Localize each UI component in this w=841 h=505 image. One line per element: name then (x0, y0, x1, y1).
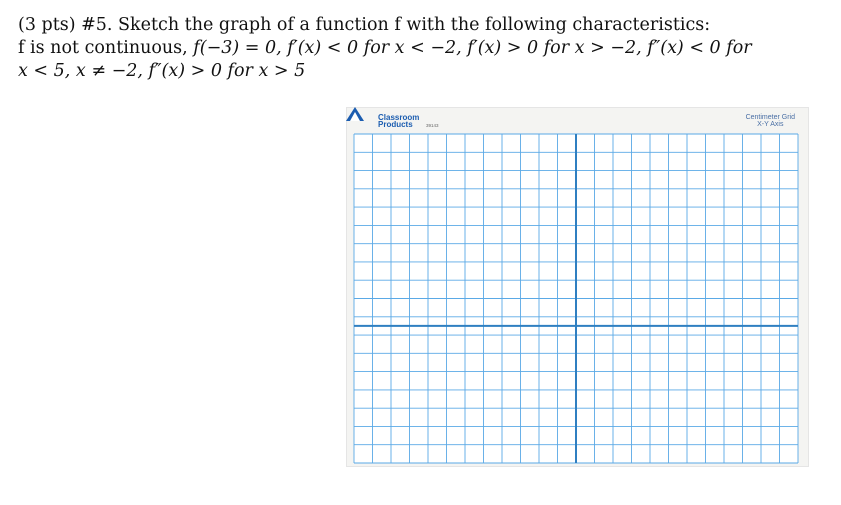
coordinate-grid (346, 107, 809, 467)
classroom-products-logo-icon (346, 107, 364, 121)
problem-statement (18, 14, 828, 83)
centimeter-grid-image (346, 107, 809, 467)
problem-line-1: (3 pts) #5. Sketch the graph of a function f with the following characteristics: (18, 15, 711, 35)
product-code: 39143 (426, 123, 439, 128)
problem-line-2-math: f(−3) = 0, f′(x) < 0 for x < −2, f′(x) > 0 for x > −2, f″(x) < 0 for (193, 38, 752, 58)
grid-type-label: Centimeter Grid X-Y Axis (745, 114, 795, 128)
problem-line-2 (18, 37, 828, 60)
brand-name: Classroom Products (378, 113, 420, 129)
problem-line-3: x < 5, x ≠ −2, f″(x) > 0 for x > 5 (18, 61, 306, 81)
problem-line-2-prefix: f is not continuous, (18, 38, 194, 58)
